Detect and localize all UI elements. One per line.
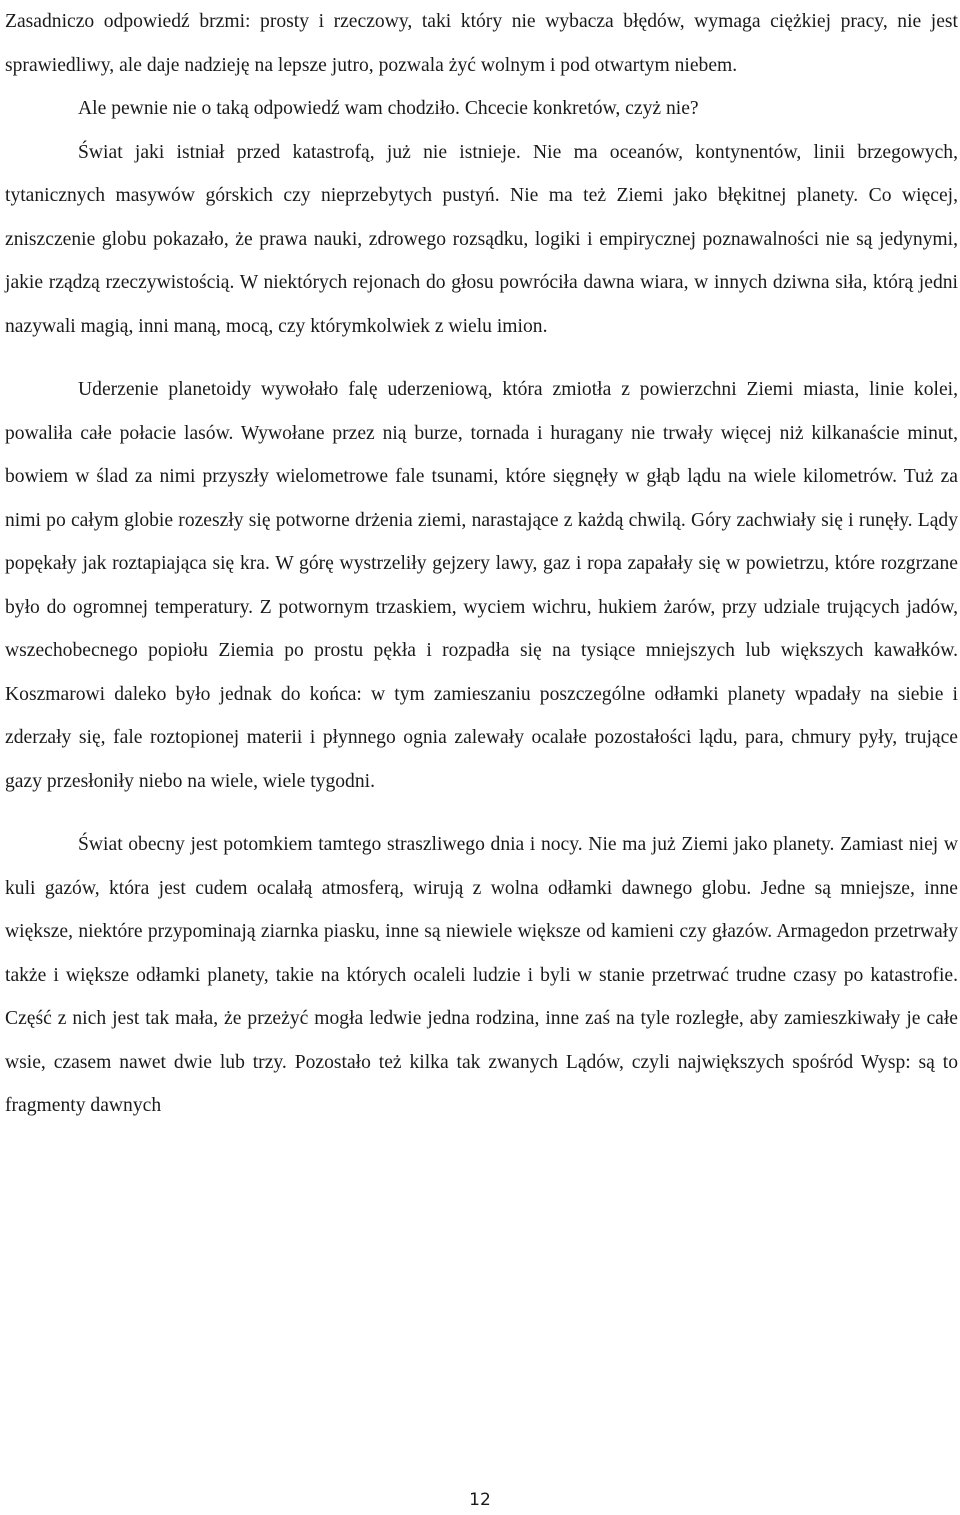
paragraph-5: Świat obecny jest potomkiem tamtego straszliwego dnia i nocy. Nie ma już Ziemi jako planety. Zamiast niej w kuli gazów, która jest cudem ocalałą atmosferą, wirują z wolna odłamki dawnego globu. Jedne są mniejsze, inne większe, niektóre przypominają ziarnka piasku, inne są niewiele większe od kamieni czy głazów. Armagedon przetrwały także i większe odłamki planety, takie na których ocaleli ludzie i byli w stanie przetrwać trudne czasy po katastrofie. Część z nich jest tak mała, że przeżyć mogła ledwie jedna rodzina, inne zaś na tyle rozległe, aby zamieszkiwały je całe wsie, czasem nawet dwie lub trzy. Pozostało też kilka tak zwanych Lądów, czyli największych spośród Wysp: są to fragmenty dawnych [5, 834, 958, 1116]
paragraph-4: Uderzenie planetoidy wywołało falę uderzeniową, która zmiotła z powierzchni Ziemi miasta, linie kolei, powaliła całe połacie lasów. Wywołane przez nią burze, tornada i huragany nie trwały więcej niż kilkanaście minut, bowiem w ślad za nimi przyszły wielometrowe fale tsunami, które sięgnęły w głąb lądu na wiele kilometrów. Tuż za nimi po całym globie rozeszły się potworne drżenia ziemi, narastające z każdą chwilą. Góry zachwiały się i runęły. Lądy popękały jak roztapiająca się kra. W górę wystrzeliły gejzery lawy, gaz i ropa zapałały się w powietrzu, które rozgrzane było do ogromnej temperatury. Z potwornym trzaskiem, wyciem wichru, hukiem żarów, przy udziale trujących jadów, wszechobecnego popiołu Ziemia po prostu pękła i rozpadła się na tysiące mniejszych lub większych kawałków. Koszmarowi daleko było jednak do końca: w tym zamieszaniu poszczególne odłamki planety wpadały na siebie i zderzały się, fale roztopionej materii i płynnego ognia zalewały ocalałe pozostałości lądu, para, chmury pyły, trujące gazy przesłoniły niebo na wiele, wiele tygodni. [5, 379, 958, 792]
paragraph-1: Zasadniczo odpowiedź brzmi: prosty i rzeczowy, taki który nie wybacza błędów, wymaga ciężkiej pracy, nie jest sprawiedliwy, ale daje nadzieję na lepsze jutro, pozwala żyć wolnym i pod otwartym niebem. [5, 11, 958, 76]
paragraph-3: Świat jaki istniał przed katastrofą, już nie istnieje. Nie ma oceanów, kontynentów, linii brzegowych, tytanicznych masywów górskich czy nieprzebytych pustyń. Nie ma też Ziemi jako błękitnej planety. Co więcej, zniszczenie globu pokazało, że prawa nauki, zdrowego rozsądku, logiki i empirycznej poznawalności nie są jedynymi, jakie rządzą rzeczywistością. W niektórych rejonach do głosu powróciła dawna wiara, w innych dziwna siła, którą jedni nazywali magią, inni maną, mocą, czy którymkolwiek z wielu imion. [5, 141, 958, 337]
paragraph-2: Ale pewnie nie o taką odpowiedź wam chodziło. Chcecie konkretów, czyż nie? [78, 98, 699, 119]
page-number: 12 [469, 1490, 491, 1510]
document-page [5, 0, 958, 1128]
